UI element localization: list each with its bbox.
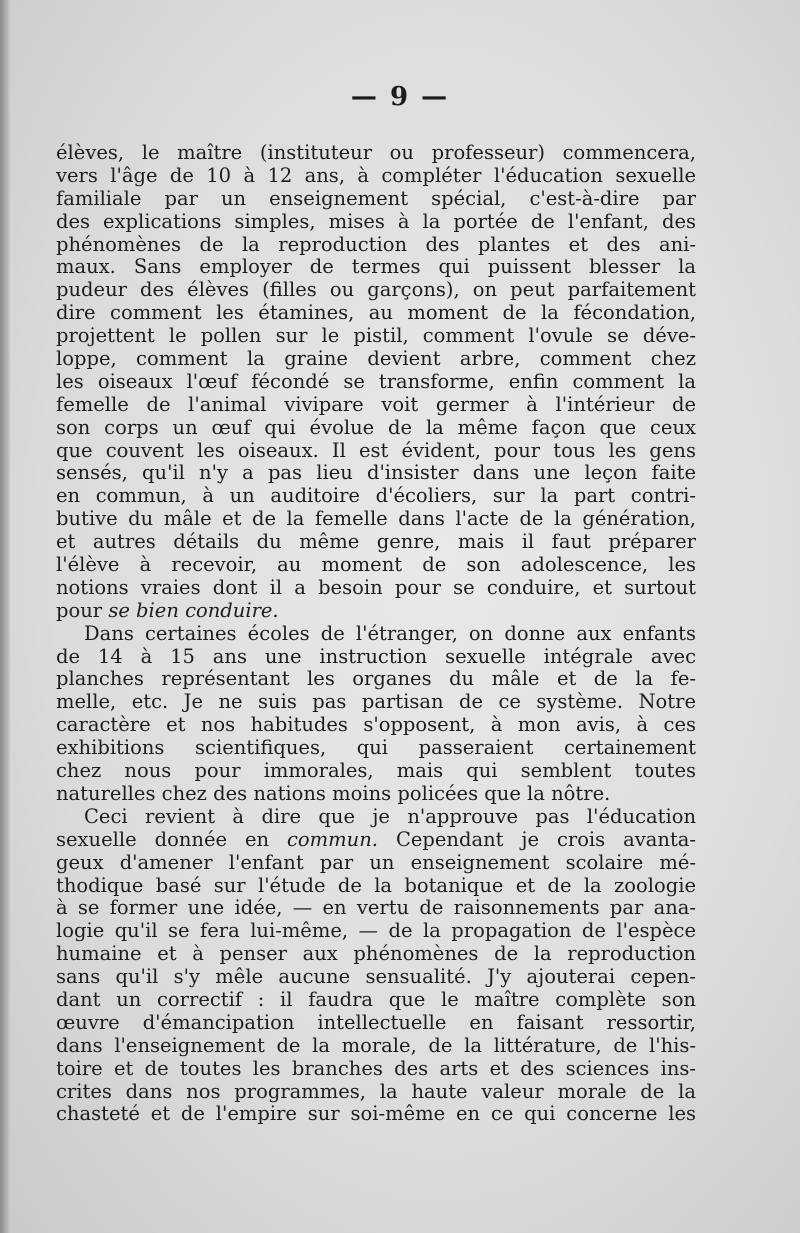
- text-line: sans qu'il s'y mêle aucune sensualité. J'y ajouterai cepen-: [56, 966, 696, 989]
- text-line: sensés, qu'il n'y a pas lieu d'insister dans une leçon faite: [56, 462, 696, 485]
- text-line: son corps un œuf qui évolue de la même façon que ceux: [56, 416, 696, 439]
- text-line: naturelles chez des nations moins policées que la nôtre.: [56, 782, 611, 805]
- emphasis-text: se bien conduire.: [108, 599, 279, 622]
- text-line: pudeur des élèves (filles ou garçons), on peut parfaitement: [56, 279, 696, 302]
- text-line: toire et de toutes les branches des arts et des sciences ins-: [56, 1057, 696, 1080]
- text-line: [56, 829, 696, 852]
- text-line: logie qu'il se fera lui-même, — de la propagation de l'espèce: [56, 920, 696, 943]
- text-line: geux d'amener l'enfant par un enseignement scolaire mé-: [56, 851, 696, 874]
- text-segment: Cependant je crois avanta-: [395, 828, 696, 851]
- text-line: dire comment les étamines, au moment de la fécondation,: [56, 302, 696, 325]
- text-line: melle, etc. Je ne suis pas partisan de ce système. Notre: [56, 691, 696, 714]
- body-text: [56, 142, 696, 1126]
- text-line: chasteté et de l'empire sur soi-même en ce qui concerne les: [56, 1103, 696, 1126]
- text-line: que couvent les oiseaux. Il est évident, pour tous les gens: [56, 439, 696, 462]
- text-line: loppe, comment la graine devient arbre, comment chez: [56, 348, 696, 371]
- text-line: planches représentant les organes du mâle et de la fe-: [56, 668, 696, 691]
- text-line: des explications simples, mises à la portée de l'enfant, des: [56, 210, 696, 233]
- text-line: œuvre d'émancipation intellectuelle en faisant ressortir,: [56, 1011, 696, 1034]
- text-line: de 14 à 15 ans une instruction sexuelle intégrale avec: [56, 645, 696, 668]
- text-line: femelle de l'animal vivipare voit germer à l'intérieur de: [56, 393, 696, 416]
- text-line: dant un correctif : il faudra que le maître complète son: [56, 988, 696, 1011]
- text-line: notions vraies dont il a besoin pour se conduire, et surtout: [56, 576, 696, 599]
- text-line: caractère et nos habitudes s'opposent, à mon avis, à ces: [56, 714, 696, 737]
- text-line: maux. Sans employer de termes qui puissent blesser la: [56, 256, 696, 279]
- text-line: chez nous pour immorales, mais qui semblent toutes: [56, 760, 696, 783]
- text-segment: pour: [56, 599, 103, 622]
- text-line: familiale par un enseignement spécial, c'est-à-dire par: [56, 187, 696, 210]
- emphasis-text: commun.: [287, 828, 378, 851]
- text-line: exhibitions scientifiques, qui passeraient certainement: [56, 737, 696, 760]
- text-line: thodique basé sur l'étude de la botanique et de la zoologie: [56, 874, 696, 897]
- text-line: crites dans nos programmes, la haute valeur morale de la: [56, 1080, 696, 1103]
- text-line: phénomènes de la reproduction des plantes et des ani-: [56, 233, 696, 256]
- text-line: Dans certaines écoles de l'étranger, on donne aux enfants: [84, 622, 696, 645]
- text-line: vers l'âge de 10 à 12 ans, à compléter l'éducation sexuelle: [56, 164, 696, 187]
- text-line: et autres détails du même genre, mais il faut préparer: [56, 531, 696, 554]
- text-line: en commun, à un auditoire d'écoliers, sur la part contri-: [56, 485, 696, 508]
- text-line: Ceci revient à dire que je n'approuve pas l'éducation: [84, 805, 696, 828]
- text-line: à se former une idée, — en vertu de raisonnements par ana-: [56, 897, 696, 920]
- text-line: élèves, le maître (instituteur ou professeur) commencera,: [56, 142, 696, 164]
- text-line: humaine et à penser aux phénomènes de la reproduction: [56, 943, 696, 966]
- text-line: [56, 600, 696, 623]
- text-line: les oiseaux l'œuf fécondé se transforme, enfin comment la: [56, 370, 696, 393]
- text-segment: sexuelle donnée en: [56, 828, 270, 851]
- text-line: butive du mâle et de la femelle dans l'acte de la génération,: [56, 508, 696, 531]
- page-gutter-shadow: [0, 0, 10, 1233]
- text-line: dans l'enseignement de la morale, de la littérature, de l'his-: [56, 1034, 696, 1057]
- text-line: projettent le pollen sur le pistil, comment l'ovule se déve-: [56, 325, 696, 348]
- page-number: — 9 —: [350, 82, 450, 112]
- text-line: l'élève à recevoir, au moment de son adolescence, les: [56, 554, 696, 577]
